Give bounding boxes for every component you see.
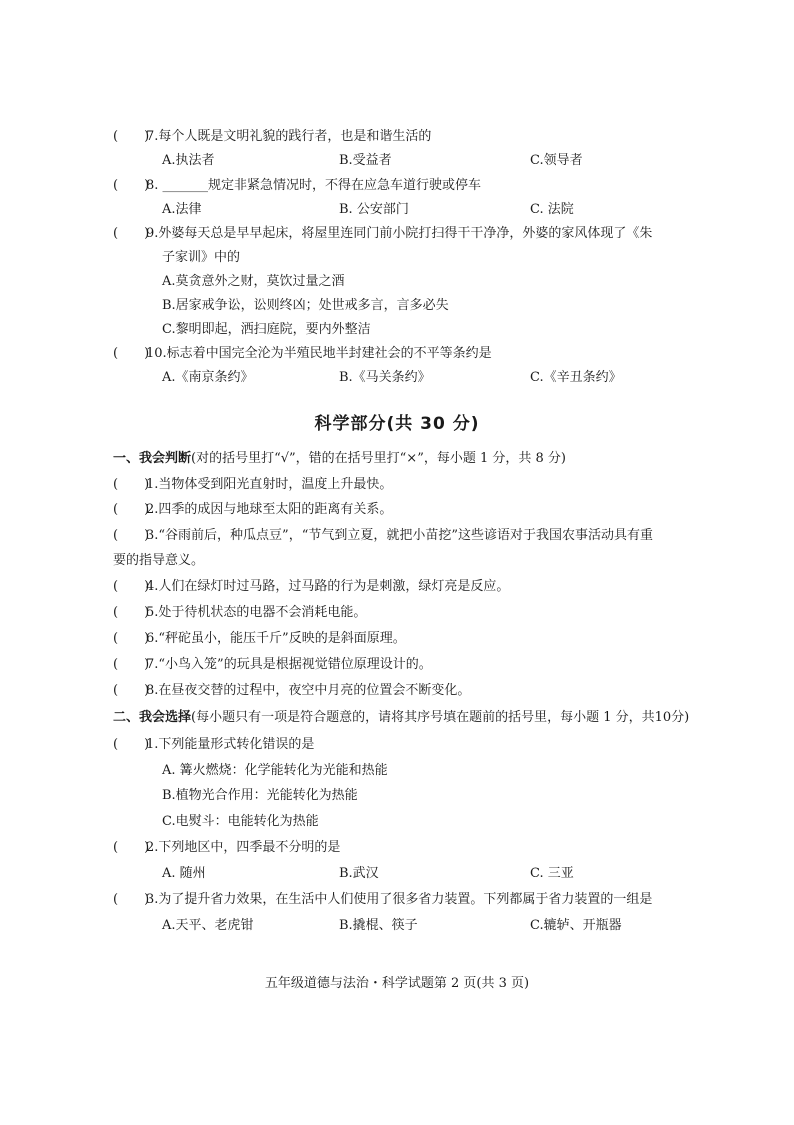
option-a: A.《南京条约》: [162, 370, 254, 385]
option-b: B.居家戒争讼，讼则终凶；处世戒多言，言多必失: [162, 298, 449, 313]
judgment-item: 1.当物体受到阳光直射时，温度上升最快。: [146, 477, 393, 492]
answer-bracket[interactable]: ( ): [113, 683, 150, 698]
answer-bracket[interactable]: ( ): [113, 579, 150, 594]
question-stem: 10.标志着中国完全沦为半殖民地半封建社会的不平等条约是: [146, 346, 492, 361]
answer-bracket[interactable]: ( ): [113, 840, 150, 855]
answer-bracket[interactable]: ( ): [113, 502, 150, 517]
option-b: B.受益者: [339, 153, 392, 168]
answer-bracket[interactable]: ( ): [113, 892, 150, 907]
answer-bracket[interactable]: ( ): [113, 657, 150, 672]
option-c: C.《辛丑条约》: [530, 370, 622, 385]
option-c: C. 法院: [530, 202, 574, 217]
answer-bracket[interactable]: ( ): [113, 346, 150, 361]
part2-heading-label: 二、我会选择: [113, 710, 192, 725]
part2-heading: [113, 709, 689, 727]
part1-heading-label: 一、我会判断: [113, 451, 192, 466]
question-stem: 3.为了提升省力效果，在生活中人们使用了很多省力装置。下列都属于省力装置的一组是: [146, 892, 653, 907]
answer-bracket[interactable]: ( ): [113, 631, 150, 646]
option-b: B.《马关条约》: [339, 370, 431, 385]
question-stem: 7.每个人既是文明礼貌的践行者，也是和谐生活的: [146, 129, 432, 144]
option-b: B. 公安部门: [339, 202, 409, 217]
option-b: B.武汉: [339, 866, 379, 881]
question-stem: 1.下列能量形式转化错误的是: [146, 737, 315, 752]
judgment-item: 3.“谷雨前后，种瓜点豆”，“节气到立夏，就把小苗挖”这些谚语对于我国农事活动具有重: [146, 528, 653, 543]
option-c: C.辘轳、开瓶器: [530, 918, 622, 933]
judgment-item: 6.“秤砣虽小，能压千斤”反映的是斜面原理。: [146, 631, 406, 646]
part1-heading: [113, 450, 566, 468]
option-c: C.黎明即起，洒扫庭院，要内外整洁: [162, 322, 371, 337]
option-b: B.植物光合作用：光能转化为热能: [162, 788, 358, 803]
option-a: A.执法者: [162, 153, 215, 168]
answer-bracket[interactable]: ( ): [113, 477, 150, 492]
answer-bracket[interactable]: ( ): [113, 178, 150, 193]
answer-bracket[interactable]: ( ): [113, 129, 150, 144]
option-c: C.领导者: [530, 153, 583, 168]
judgment-item: 5.处于待机状态的电器不会消耗电能。: [146, 605, 367, 620]
option-c: C. 三亚: [530, 866, 574, 881]
judgment-item-continued: 要的指导意义。: [113, 553, 205, 568]
answer-bracket[interactable]: ( ): [113, 226, 150, 241]
option-a: A. 随州: [162, 866, 206, 881]
option-a: A.天平、老虎钳: [162, 918, 254, 933]
part2-instructions: (每小题只有一项是符合题意的，请将其序号填在题前的括号里，每小题 1 分，共10分): [191, 710, 690, 725]
page-footer: 五年级道德与法治・科学试题第 2 页(共 3 页): [264, 976, 530, 991]
answer-bracket[interactable]: ( ): [113, 605, 150, 620]
option-a: A.法律: [162, 202, 202, 217]
option-a: A.莫贪意外之财，莫饮过量之酒: [162, 274, 345, 289]
answer-bracket[interactable]: ( ): [113, 528, 150, 543]
option-c: C.电熨斗：电能转化为热能: [162, 814, 319, 829]
judgment-item: 7.“小鸟入笼”的玩具是根据视觉错位原理设计的。: [146, 657, 432, 672]
judgment-item: 2.四季的成因与地球至太阳的距离有关系。: [146, 502, 393, 517]
question-stem-continued: 子家训》中的: [162, 250, 241, 265]
judgment-item: 4.人们在绿灯时过马路，过马路的行为是刺激，绿灯亮是反应。: [146, 579, 510, 594]
section-title: 科学部分(共 30 分): [314, 414, 480, 434]
judgment-item: 8.在昼夜交替的过程中，夜空中月亮的位置会不断变化。: [146, 683, 471, 698]
answer-bracket[interactable]: ( ): [113, 737, 150, 752]
question-stem: 8. _______规定非紧急情况时，不得在应急车道行驶或停车: [146, 178, 482, 193]
question-stem: 9.外婆每天总是早早起床，将屋里连同门前小院打扫得干干净净，外婆的家风体现了《朱: [146, 226, 653, 241]
option-a: A. 篝火燃烧：化学能转化为光能和热能: [162, 763, 388, 778]
question-stem: 2.下列地区中，四季最不分明的是: [146, 840, 341, 855]
part1-instructions: (对的括号里打“√”，错的在括号里打“×”，每小题 1 分，共 8 分): [191, 451, 566, 466]
option-b: B.撬棍、筷子: [339, 918, 418, 933]
